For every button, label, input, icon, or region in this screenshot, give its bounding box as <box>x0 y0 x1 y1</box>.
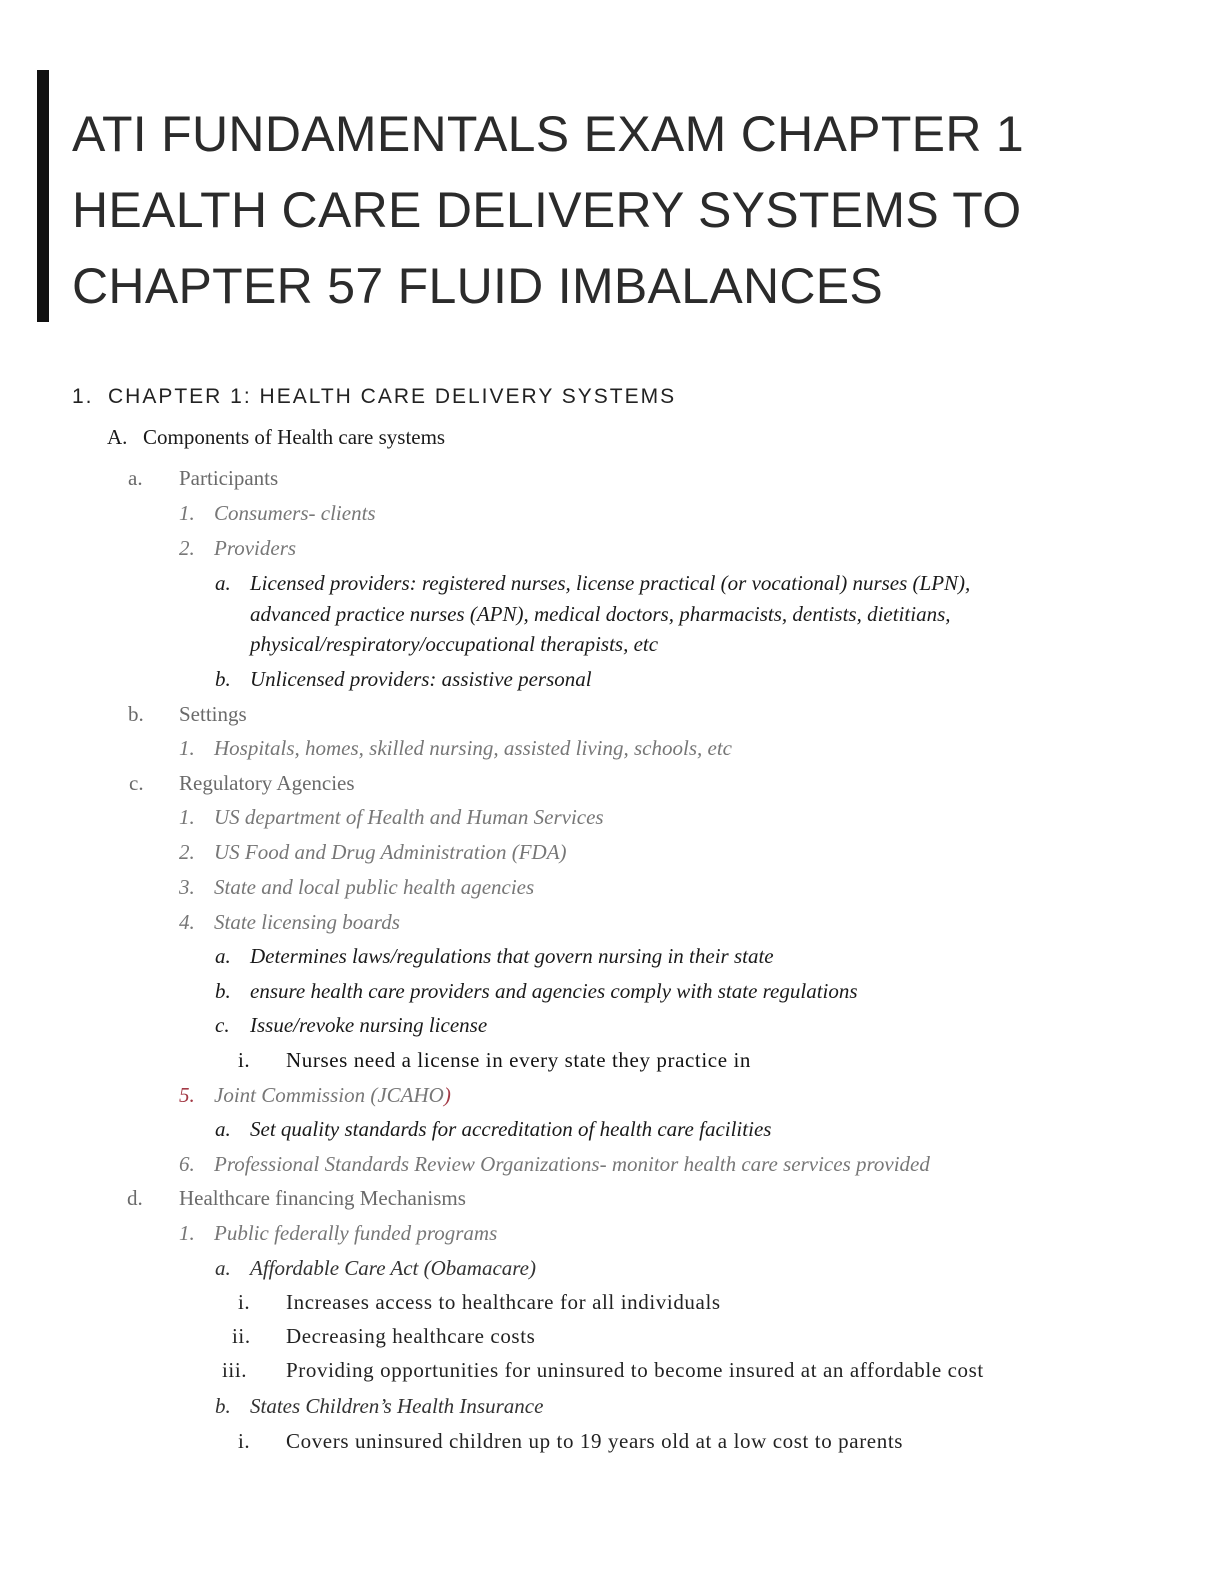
list-text: Set quality standards for accreditation of health care facilities <box>250 1117 772 1141</box>
list-marker: 3. <box>179 875 195 899</box>
list-marker: a. <box>215 571 231 595</box>
list-text: Public federally funded programs <box>214 1221 498 1245</box>
chapter-number: 1. <box>72 385 94 408</box>
list-text: ensure health care providers and agencies comply with state regulations <box>250 979 858 1003</box>
list-text: Hospitals, homes, skilled nursing, assisted living, schools, etc <box>214 736 732 760</box>
list-marker: i. <box>238 1290 251 1314</box>
list-marker: b. <box>215 1394 231 1418</box>
list-text: Professional Standards Review Organizations- monitor health care services provided <box>214 1152 930 1176</box>
list-marker: 1. <box>179 501 195 525</box>
list-text: Increases access to healthcare for all individuals <box>286 1290 721 1314</box>
title-accent-bar <box>37 70 49 322</box>
list-marker: 1. <box>179 736 195 760</box>
list-marker: a. <box>215 1256 231 1280</box>
list-text: advanced practice nurses (APN), medical doctors, pharmacists, dentists, dietitians, <box>250 602 951 626</box>
list-text: US Food and Drug Administration (FDA) <box>214 840 567 864</box>
list-text: Affordable Care Act (Obamacare) <box>250 1256 536 1280</box>
list-text: Determines laws/regulations that govern nursing in their state <box>250 944 774 968</box>
list-marker: b. <box>128 702 144 726</box>
list-marker: 5. <box>179 1083 195 1107</box>
list-text: Covers uninsured children up to 19 years old at a low cost to parents <box>286 1429 904 1453</box>
list-marker: c. <box>215 1013 230 1037</box>
list-text: Providing opportunities for uninsured to become insured at an affordable cost <box>286 1358 984 1382</box>
list-text: Providers <box>214 536 297 560</box>
list-marker: d. <box>127 1186 143 1210</box>
list-text: Issue/revoke nursing license <box>250 1013 488 1037</box>
document-title <box>72 96 1172 324</box>
list-marker: b. <box>215 667 231 691</box>
list-marker: a. <box>215 944 231 968</box>
list-marker: a. <box>128 466 143 490</box>
title-line: CHAPTER 57 FLUID IMBALANCES <box>72 258 884 314</box>
list-text: Nurses need a license in every state they practice in <box>286 1048 752 1072</box>
list-marker: i. <box>238 1048 251 1072</box>
title-line: ATI FUNDAMENTALS EXAM CHAPTER 1 <box>72 106 1025 162</box>
list-marker: i. <box>238 1429 251 1453</box>
list-marker: 6. <box>179 1152 195 1176</box>
list-text: Decreasing healthcare costs <box>286 1324 536 1348</box>
list-text: States Children’s Health Insurance <box>250 1394 544 1418</box>
list-marker: iii. <box>222 1358 248 1382</box>
title-line: HEALTH CARE DELIVERY SYSTEMS TO <box>72 182 1022 238</box>
list-marker: 1. <box>179 805 195 829</box>
list-text <box>214 1081 451 1109</box>
list-marker: b. <box>215 979 231 1003</box>
list-text: Settings <box>179 702 247 726</box>
list-text: Consumers- clients <box>214 501 376 525</box>
list-marker: A. <box>107 425 128 449</box>
closing-paren: ) <box>443 1083 451 1107</box>
chapter-title: CHAPTER 1: HEALTH CARE DELIVERY SYSTEMS <box>108 385 677 408</box>
list-text: physical/respiratory/occupational therapists, etc <box>250 632 659 656</box>
list-text: Healthcare financing Mechanisms <box>179 1186 466 1210</box>
list-text: State and local public health agencies <box>214 875 535 899</box>
list-text: State licensing boards <box>214 910 400 934</box>
list-marker: a. <box>215 1117 231 1141</box>
list-marker: 2. <box>179 536 195 560</box>
list-text: Regulatory Agencies <box>179 771 355 795</box>
list-marker: c. <box>129 771 144 795</box>
list-text: Unlicensed providers: assistive personal <box>250 667 592 691</box>
list-marker: 4. <box>179 910 195 934</box>
list-text: Participants <box>179 466 279 490</box>
list-marker: 2. <box>179 840 195 864</box>
section-title: Components of Health care systems <box>143 425 446 449</box>
list-text: US department of Health and Human Services <box>214 805 604 829</box>
list-marker: 1. <box>179 1221 195 1245</box>
joint-commission-text: Joint Commission (JCAHO <box>214 1083 444 1107</box>
list-text: Licensed providers: registered nurses, license practical (or vocational) nurses (LPN), <box>250 571 971 595</box>
list-marker: ii. <box>232 1324 251 1348</box>
